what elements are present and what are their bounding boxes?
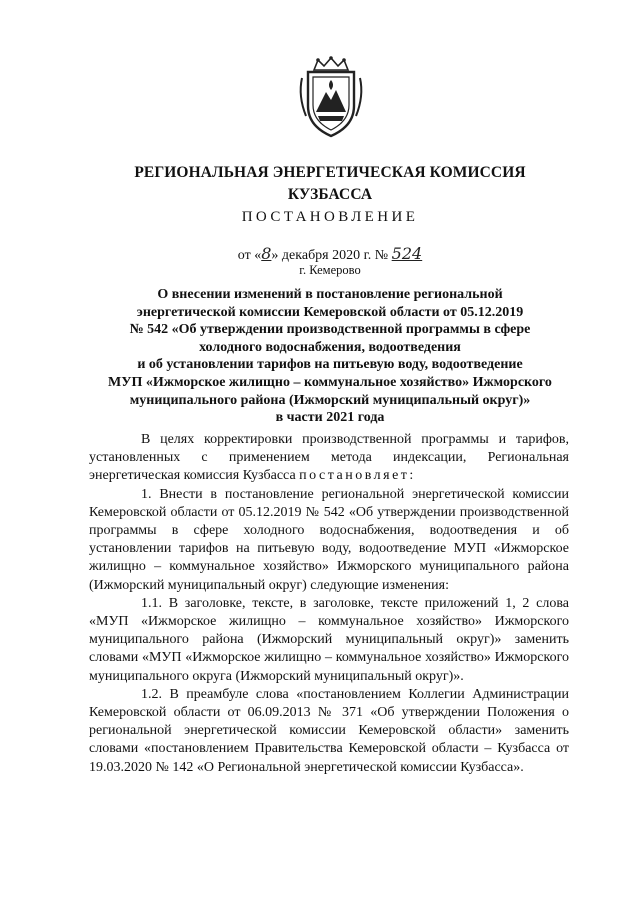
subject-line: МУП «Ижморское жилищно – коммунальное хозяйство» Ижморского [108, 374, 552, 390]
date-prefix: от « [237, 248, 262, 263]
date-and-number [60, 245, 600, 265]
subject-line: и об установлении тарифов на питьевую воду, водоотведение [137, 357, 523, 373]
org-line-2: КУЗБАССА [287, 186, 373, 203]
coat-of-arms-emblem [296, 56, 366, 140]
org-line-1: РЕГИОНАЛЬНАЯ ЭНЕРГЕТИЧЕСКАЯ КОМИССИЯ [134, 164, 526, 181]
number-handwritten: 524 [391, 244, 423, 263]
subject-line: энергетической комиссии Кемеровской области от 05.12.2019 [136, 304, 524, 320]
subject-line: О внесении изменений в постановление региональной [157, 287, 503, 302]
paragraph-1: 1. Внести в постановление региональной энергетической комиссии Кемеровской области от 05.12.2019 № 542 «Об утверждении производственной программы в сфере холодного водоснабжения, водоотведения и об установлении тарифов на питьевую воду, водоотведение МУП «Ижморское жилищно – коммунальное хозяйство» Ижморского муниципального района (Ижморский муниципальный округ) следующие изменения: [89, 486, 569, 593]
document-type: ПОСТАНОВЛЕНИЕ [241, 209, 419, 225]
paragraph-1-1: 1.1. В заголовке, тексте, в заголовке, тексте приложений 1, 2 слова «МУП «Ижморское жилищно – коммунальное хозяйство» Ижморского муниципального района (Ижморский муниципальный округ)» заменить словами «МУП «Ижморское жилищно – коммунальное хозяйство» Ижморского муниципального округа (Ижморский муниципальный округ)». [89, 595, 569, 684]
document-body [89, 431, 569, 777]
subject-line: муниципального района (Ижморский муниципальный округ)» [129, 392, 531, 408]
paragraph-preamble [89, 431, 569, 486]
issuing-authority [60, 162, 600, 206]
day-handwritten: 8 [261, 244, 272, 263]
preamble-text: В целях корректировки производственной программы и тарифов, установленных с применением метода индексации, Региональная энергетическая комиссия Кузбасса [89, 432, 569, 484]
resolves-word: постановляет: [299, 468, 416, 484]
city: г. Кемерово [299, 263, 361, 277]
subject-line: № 542 «Об утверждении производственной программы в сфере [129, 322, 531, 338]
paragraph-1-2: 1.2. В преамбуле слова «постановлением Коллегии Администрации Кемеровской области от 06.09.2013 № 371 «Об утверждении Положения о региональной энергетической комиссии Кемеровской области» заменить словами «постановлением Правительства Кемеровской области – Кузбасса от 19.03.2020 № 142 «О Региональной энергетической комиссии Кузбасса». [89, 686, 569, 775]
document-subject [84, 286, 576, 427]
subject-line: в части 2021 года [275, 410, 385, 426]
subject-line: холодного водоснабжения, водоотведения [199, 339, 461, 355]
date-middle: » декабря 2020 г. № [271, 248, 389, 263]
